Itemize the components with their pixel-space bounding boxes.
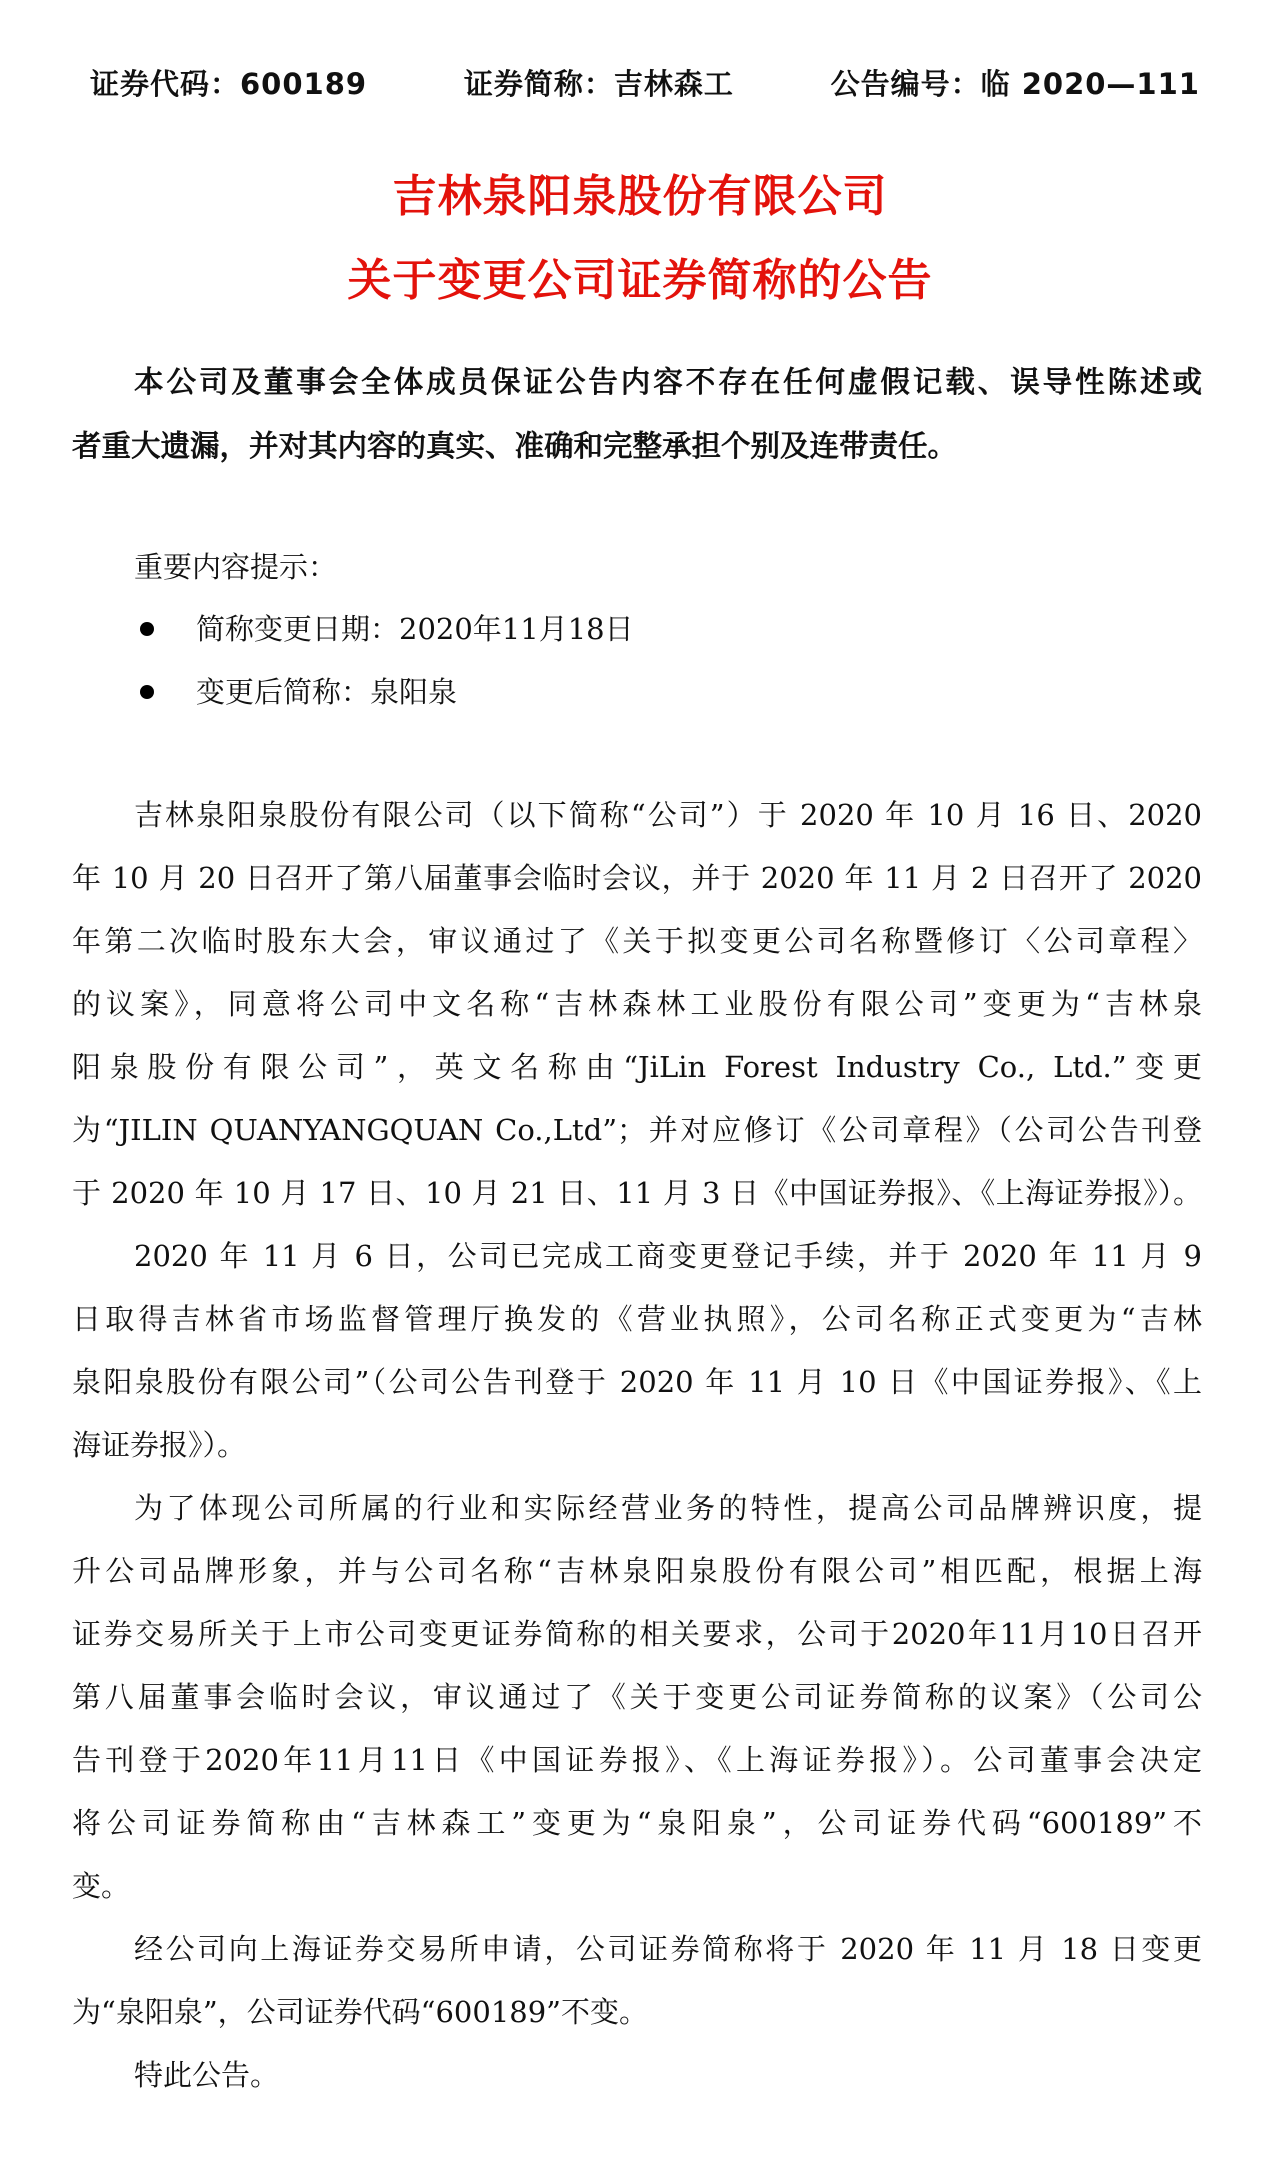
announcement-number: 公告编号：临 2020—111: [830, 67, 1200, 101]
paragraph-line: 为“泉阳泉”，公司证券代码“600189”不变。: [72, 1995, 649, 2029]
paragraph-line: 吉林泉阳泉股份有限公司（以下简称“公司”）于 2020 年 10 月 16 日、2020: [134, 798, 1202, 832]
announcement-title: 关于变更公司证券简称的公告: [347, 255, 933, 306]
paragraph-line: 第八届董事会临时会议，审议通过了《关于变更公司证券简称的议案》（公司公: [72, 1680, 1202, 1714]
paragraph-line: 升公司品牌形象，并与公司名称“吉林泉阳泉股份有限公司”相匹配，根据上海: [72, 1554, 1202, 1588]
security-abbreviation: 证券简称：吉林森工: [463, 67, 734, 101]
statement-line: 本公司及董事会全体成员保证公告内容不存在任何虚假记载、误导性陈述或: [134, 365, 1202, 399]
highlight-text: 变更后简称：泉阳泉: [196, 675, 458, 709]
bullet-icon: [140, 622, 154, 636]
paragraph-line: 日取得吉林省市场监督管理厅换发的《营业执照》，公司名称正式变更为“吉林: [72, 1302, 1202, 1336]
paragraph-line: 年 10 月 20 日召开了第八届董事会临时会议，并于 2020 年 11 月 2 日召开了 2020: [72, 861, 1202, 895]
paragraph-line: 为了体现公司所属的行业和实际经营业务的特性，提高公司品牌辨识度，提: [134, 1491, 1202, 1525]
paragraph-line: 证券交易所关于上市公司变更证券简称的相关要求，公司于2020年11月10日召开: [72, 1617, 1202, 1651]
highlight-text: 简称变更日期：2020年11月18日: [196, 612, 634, 646]
paragraph-line: 经公司向上海证券交易所申请，公司证券简称将于 2020 年 11 月 18 日变更: [134, 1932, 1202, 1966]
closing-line: 特此公告。: [134, 2058, 280, 2092]
paragraph-line: 泉阳泉股份有限公司”（公司公告刊登于 2020 年 11 月 10 日《中国证券报》、《上: [72, 1365, 1202, 1399]
security-code: 证券代码：600189: [90, 67, 368, 101]
paragraph-line: 的议案》，同意将公司中文名称“吉林森林工业股份有限公司”变更为“吉林泉: [72, 987, 1202, 1021]
paragraph-line: 年第二次临时股东大会，审议通过了《关于拟变更公司名称暨修订〈公司章程〉: [72, 924, 1202, 958]
paragraph-line: 阳泉股份有限公司”，英文名称由“JiLin Forest Industry Co., Ltd.”变更: [72, 1050, 1202, 1084]
paragraph-line: 将公司证券简称由“吉林森工”变更为“泉阳泉”，公司证券代码“600189”不: [72, 1806, 1202, 1840]
bullet-icon: [140, 685, 154, 699]
paragraph-line: 为“JILIN QUANYANGQUAN Co.,Ltd”；并对应修订《公司章程》（公司公告刊登: [72, 1113, 1202, 1147]
paragraph-line: 海证券报》）。: [72, 1428, 247, 1462]
paragraph-line: 于 2020 年 10 月 17 日、10 月 21 日、11 月 3 日《中国证券报》、《上海证券报》）。: [72, 1176, 1202, 1210]
statement-line: 者重大遗漏，并对其内容的真实、准确和完整承担个别及连带责任。: [72, 429, 958, 463]
paragraph-line: 2020 年 11 月 6 日，公司已完成工商变更登记手续，并于 2020 年 11 月 9: [134, 1239, 1202, 1273]
highlight-item: [140, 660, 457, 724]
board-statement: [72, 350, 1202, 478]
highlight-item: [140, 597, 634, 661]
paragraph-line: 告刊登于2020年11月11日《中国证券报》、《上海证券报》）。公司董事会决定: [72, 1743, 1202, 1777]
document-header: [90, 62, 1200, 102]
paragraph-line: 变。: [72, 1869, 131, 1903]
company-title: 吉林泉阳泉股份有限公司: [392, 171, 888, 222]
highlights-heading: 重要内容提示：: [134, 550, 338, 584]
